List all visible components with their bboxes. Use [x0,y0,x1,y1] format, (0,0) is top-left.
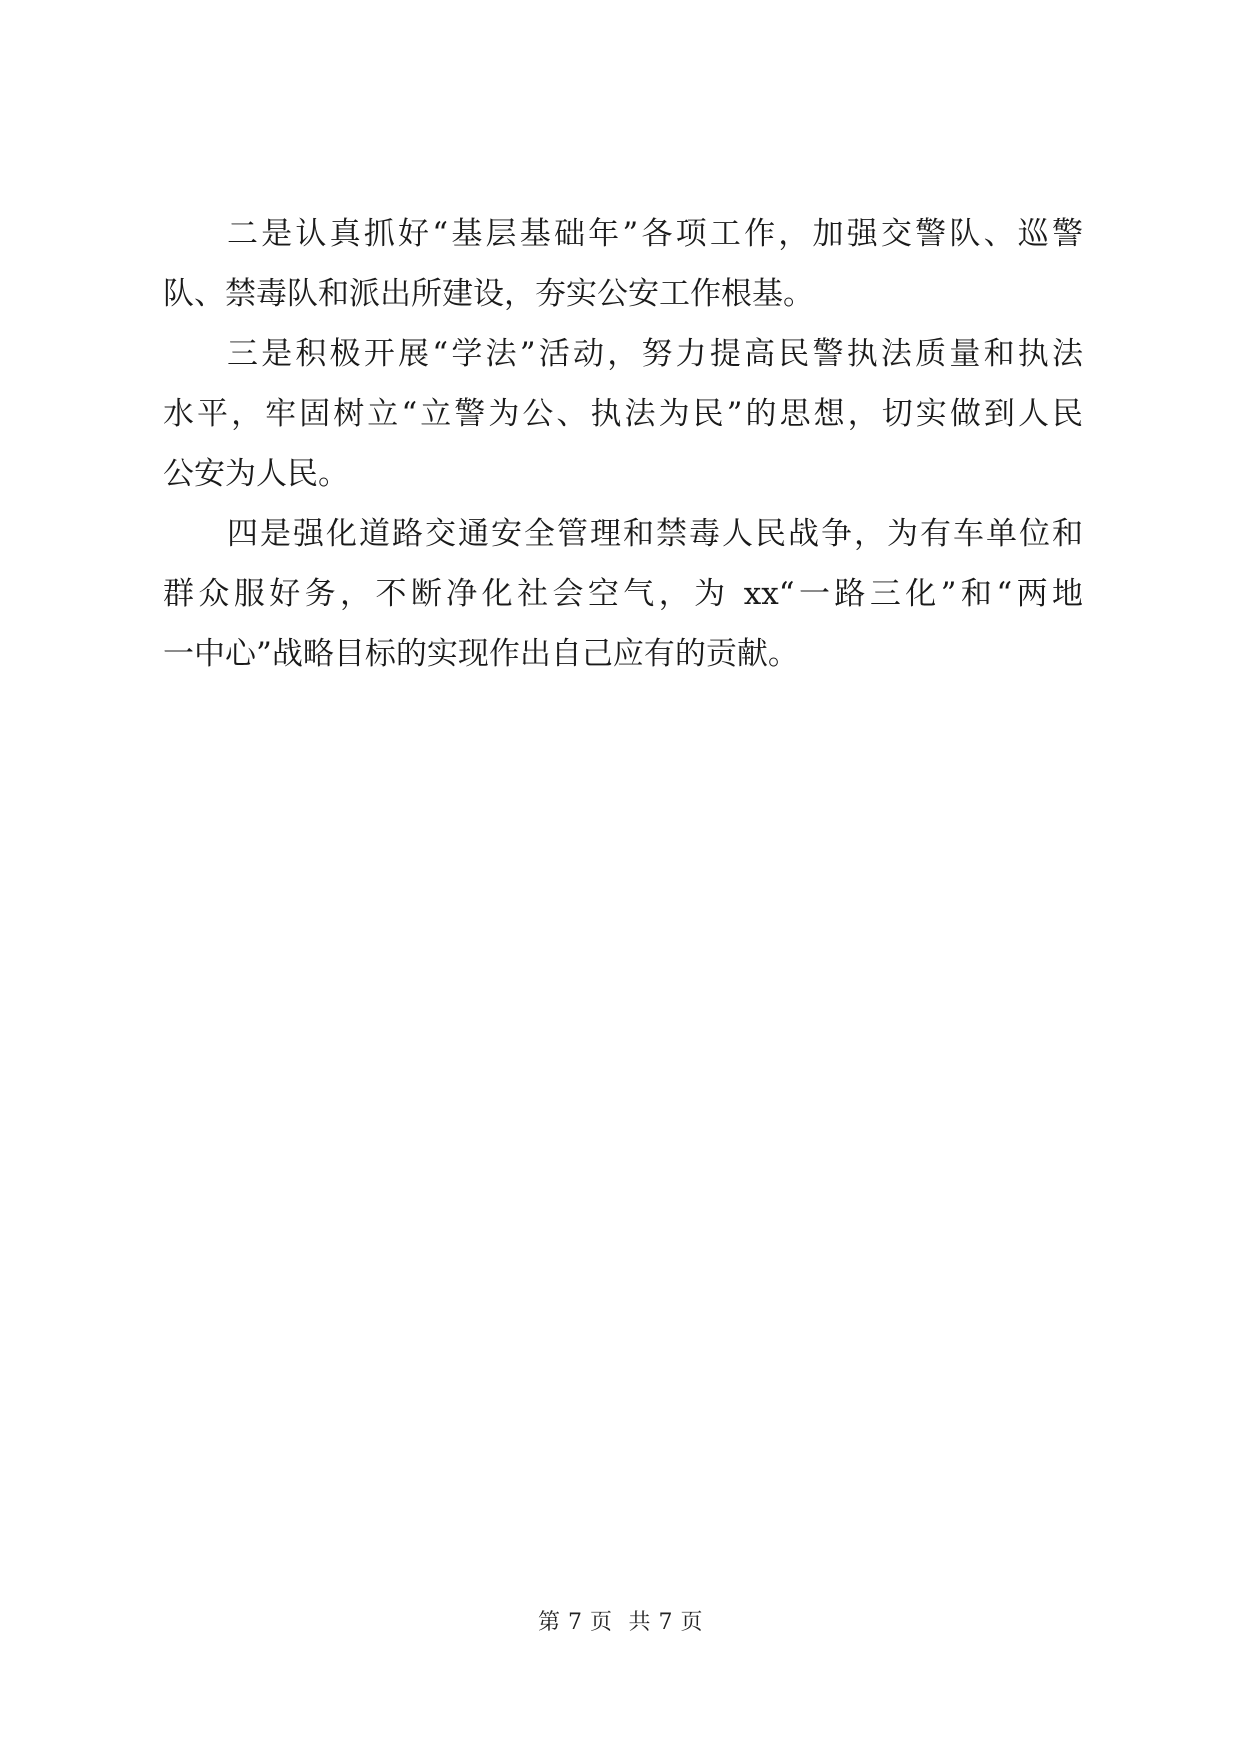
page-number-total: 共 7 页 [628,1610,703,1635]
paragraph-4-line-3: 一中心”战略目标的实现作出自己应有的贡献。 [163,636,799,672]
paragraph-4-line-1: 四是强化道路交通安全管理和禁毒人民战争，为有车单位和 [227,516,1083,552]
document-body [163,204,1083,684]
paragraph-3-line-1: 三是积极开展“学法”活动，努力提高民警执法质量和执法 [227,336,1083,372]
paragraph-2-line-1: 二是认真抓好“基层基础年”各项工作，加强交警队、巡警 [227,216,1083,252]
paragraph-3-line-2: 水平，牢固树立“立警为公、执法为民”的思想，切实做到人民 [163,396,1083,432]
paragraph-3-line-3: 公安为人民。 [163,456,349,492]
paragraph-2-line-2: 队、禁毒队和派出所建设，夯实公安工作根基。 [163,276,814,312]
page-footer [0,1608,1241,1638]
paragraph-4-line-2: 群众服好务，不断净化社会空气，为 xx“一路三化”和“两地 [163,576,1083,612]
page-number-current: 第 7 页 [538,1610,613,1635]
